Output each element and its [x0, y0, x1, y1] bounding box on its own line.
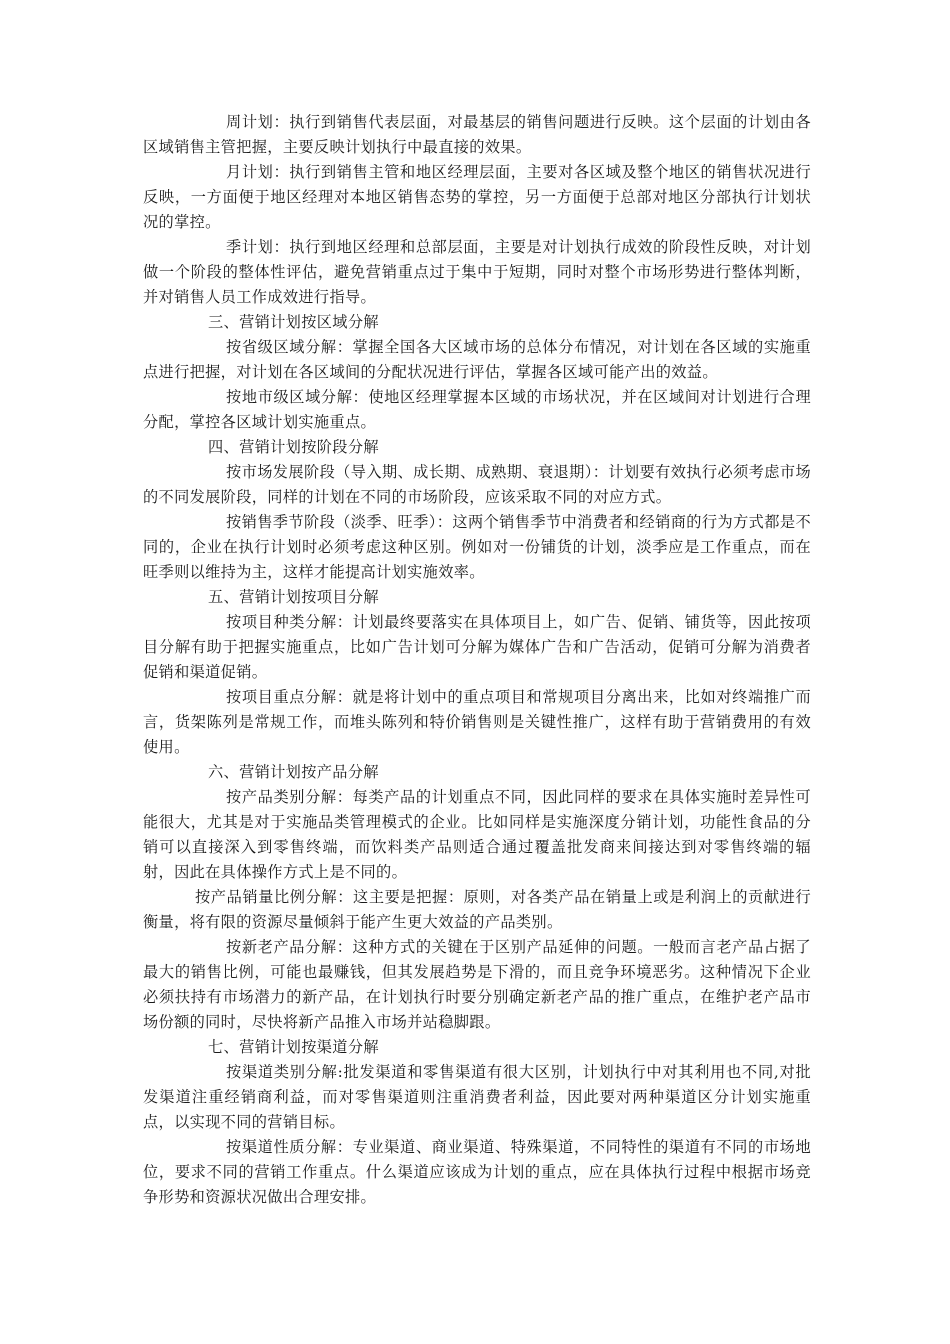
- paragraph-city-region: 按地市级区域分解：使地区经理掌握本区域的市场状况，并在区域间对计划进行合理分配，掌控各区域计划实施重点。: [143, 388, 811, 431]
- paragraph-province-region: 按省级区域分解：掌握全国各大区域市场的总体分布情况，对计划在各区域的实施重点进行把握，对计划在各区域间的分配状况进行评估，掌握各区域可能产出的效益。: [143, 338, 811, 381]
- paragraph-weekly-plan: 周计划：执行到销售代表层面，对最基层的销售问题进行反映。这个层面的计划由各区域销售主管把握，主要反映计划执行中最直接的效果。: [143, 113, 811, 156]
- paragraph-monthly-plan: 月计划：执行到销售主管和地区经理层面，主要对各区域及整个地区的销售状况进行反映，一方面便于地区经理对本地区销售态势的掌控，另一方面便于总部对地区分部执行计划状况的掌控。: [143, 163, 811, 231]
- paragraph-market-stage: 按市场发展阶段（导入期、成长期、成熟期、衰退期）：计划要有效执行必须考虑市场的不同发展阶段，同样的计划在不同的市场阶段，应该采取不同的对应方式。: [143, 463, 811, 506]
- paragraph-product-category: 按产品类别分解：每类产品的计划重点不同，因此同样的要求在具体实施时差异性可能很大，尤其是对于实施品类管理模式的企业。比如同样是实施深度分销计划，功能性食品的分销可以直接深入到零售终端，而饮料类产品则适合通过覆盖批发商来间接达到对零售终端的辐射，因此在具体操作方式上是不同的。: [143, 788, 811, 881]
- paragraph-project-type: 按项目种类分解：计划最终要落实在具体项目上，如广告、促销、铺货等，因此按项目分解有助于把握实施重点，比如广告计划可分解为媒体广告和广告活动，促销可分解为消费者促销和渠道促销。: [143, 613, 811, 681]
- paragraph-quarterly-plan: 季计划：执行到地区经理和总部层面，主要是对计划执行成效的阶段性反映，对计划做一个阶段的整体性评估，避免营销重点过于集中于短期，同时对整个市场形势进行整体判断，并对销售人员工作成效进行指导。: [143, 238, 811, 306]
- section-heading-region: 三、营销计划按区域分解: [208, 313, 379, 331]
- section-heading-project: 五、营销计划按项目分解: [208, 588, 379, 606]
- section-heading-stage: 四、营销计划按阶段分解: [208, 438, 379, 456]
- paragraph-season-stage: 按销售季节阶段（淡季、旺季）：这两个销售季节中消费者和经销商的行为方式都是不同的，企业在执行计划时必须考虑这种区别。例如对一份铺货的计划，淡季应是工作重点，而在旺季则以维持为主，这样才能提高计划实施效率。: [143, 513, 811, 581]
- section-heading-channel: 七、营销计划按渠道分解: [208, 1038, 379, 1056]
- paragraph-project-focus: 按项目重点分解：就是将计划中的重点项目和常规项目分离出来，比如对终端推广而言，货架陈列是常规工作，而堆头陈列和特价销售则是关键性推广，这样有助于营销费用的有效使用。: [143, 688, 811, 756]
- paragraph-channel-type: 按渠道类别分解:批发渠道和零售渠道有很大区别，计划执行中对其利用也不同,对批发渠道注重经销商利益，而对零售渠道则注重消费者利益，因此要对两种渠道区分计划实施重点，以实现不同的营销目标。: [143, 1063, 811, 1131]
- paragraph-new-old-product: 按新老产品分解：这种方式的关键在于区别产品延伸的问题。一般而言老产品占据了最大的销售比例，可能也最赚钱，但其发展趋势是下滑的，而且竞争环境恶劣。这种情况下企业必须扶持有市场潜力的新产品，在计划执行时要分别确定新老产品的推广重点，在维护老产品市场份额的同时，尽快将新产品推入市场并站稳脚跟。: [143, 938, 811, 1031]
- section-heading-product: 六、营销计划按产品分解: [208, 763, 379, 781]
- paragraph-channel-nature: 按渠道性质分解：专业渠道、商业渠道、特殊渠道，不同特性的渠道有不同的市场地位，要求不同的营销工作重点。什么渠道应该成为计划的重点，应在具体执行过程中根据市场竞争形势和资源状况做出合理安排。: [143, 1138, 811, 1206]
- paragraph-product-sales-ratio: 按产品销量比例分解：这主要是把握：原则，对各类产品在销量上或是利润上的贡献进行衡量，将有限的资源尽量倾斜于能产生更大效益的产品类别。: [143, 888, 811, 931]
- document-page: [143, 110, 811, 1210]
